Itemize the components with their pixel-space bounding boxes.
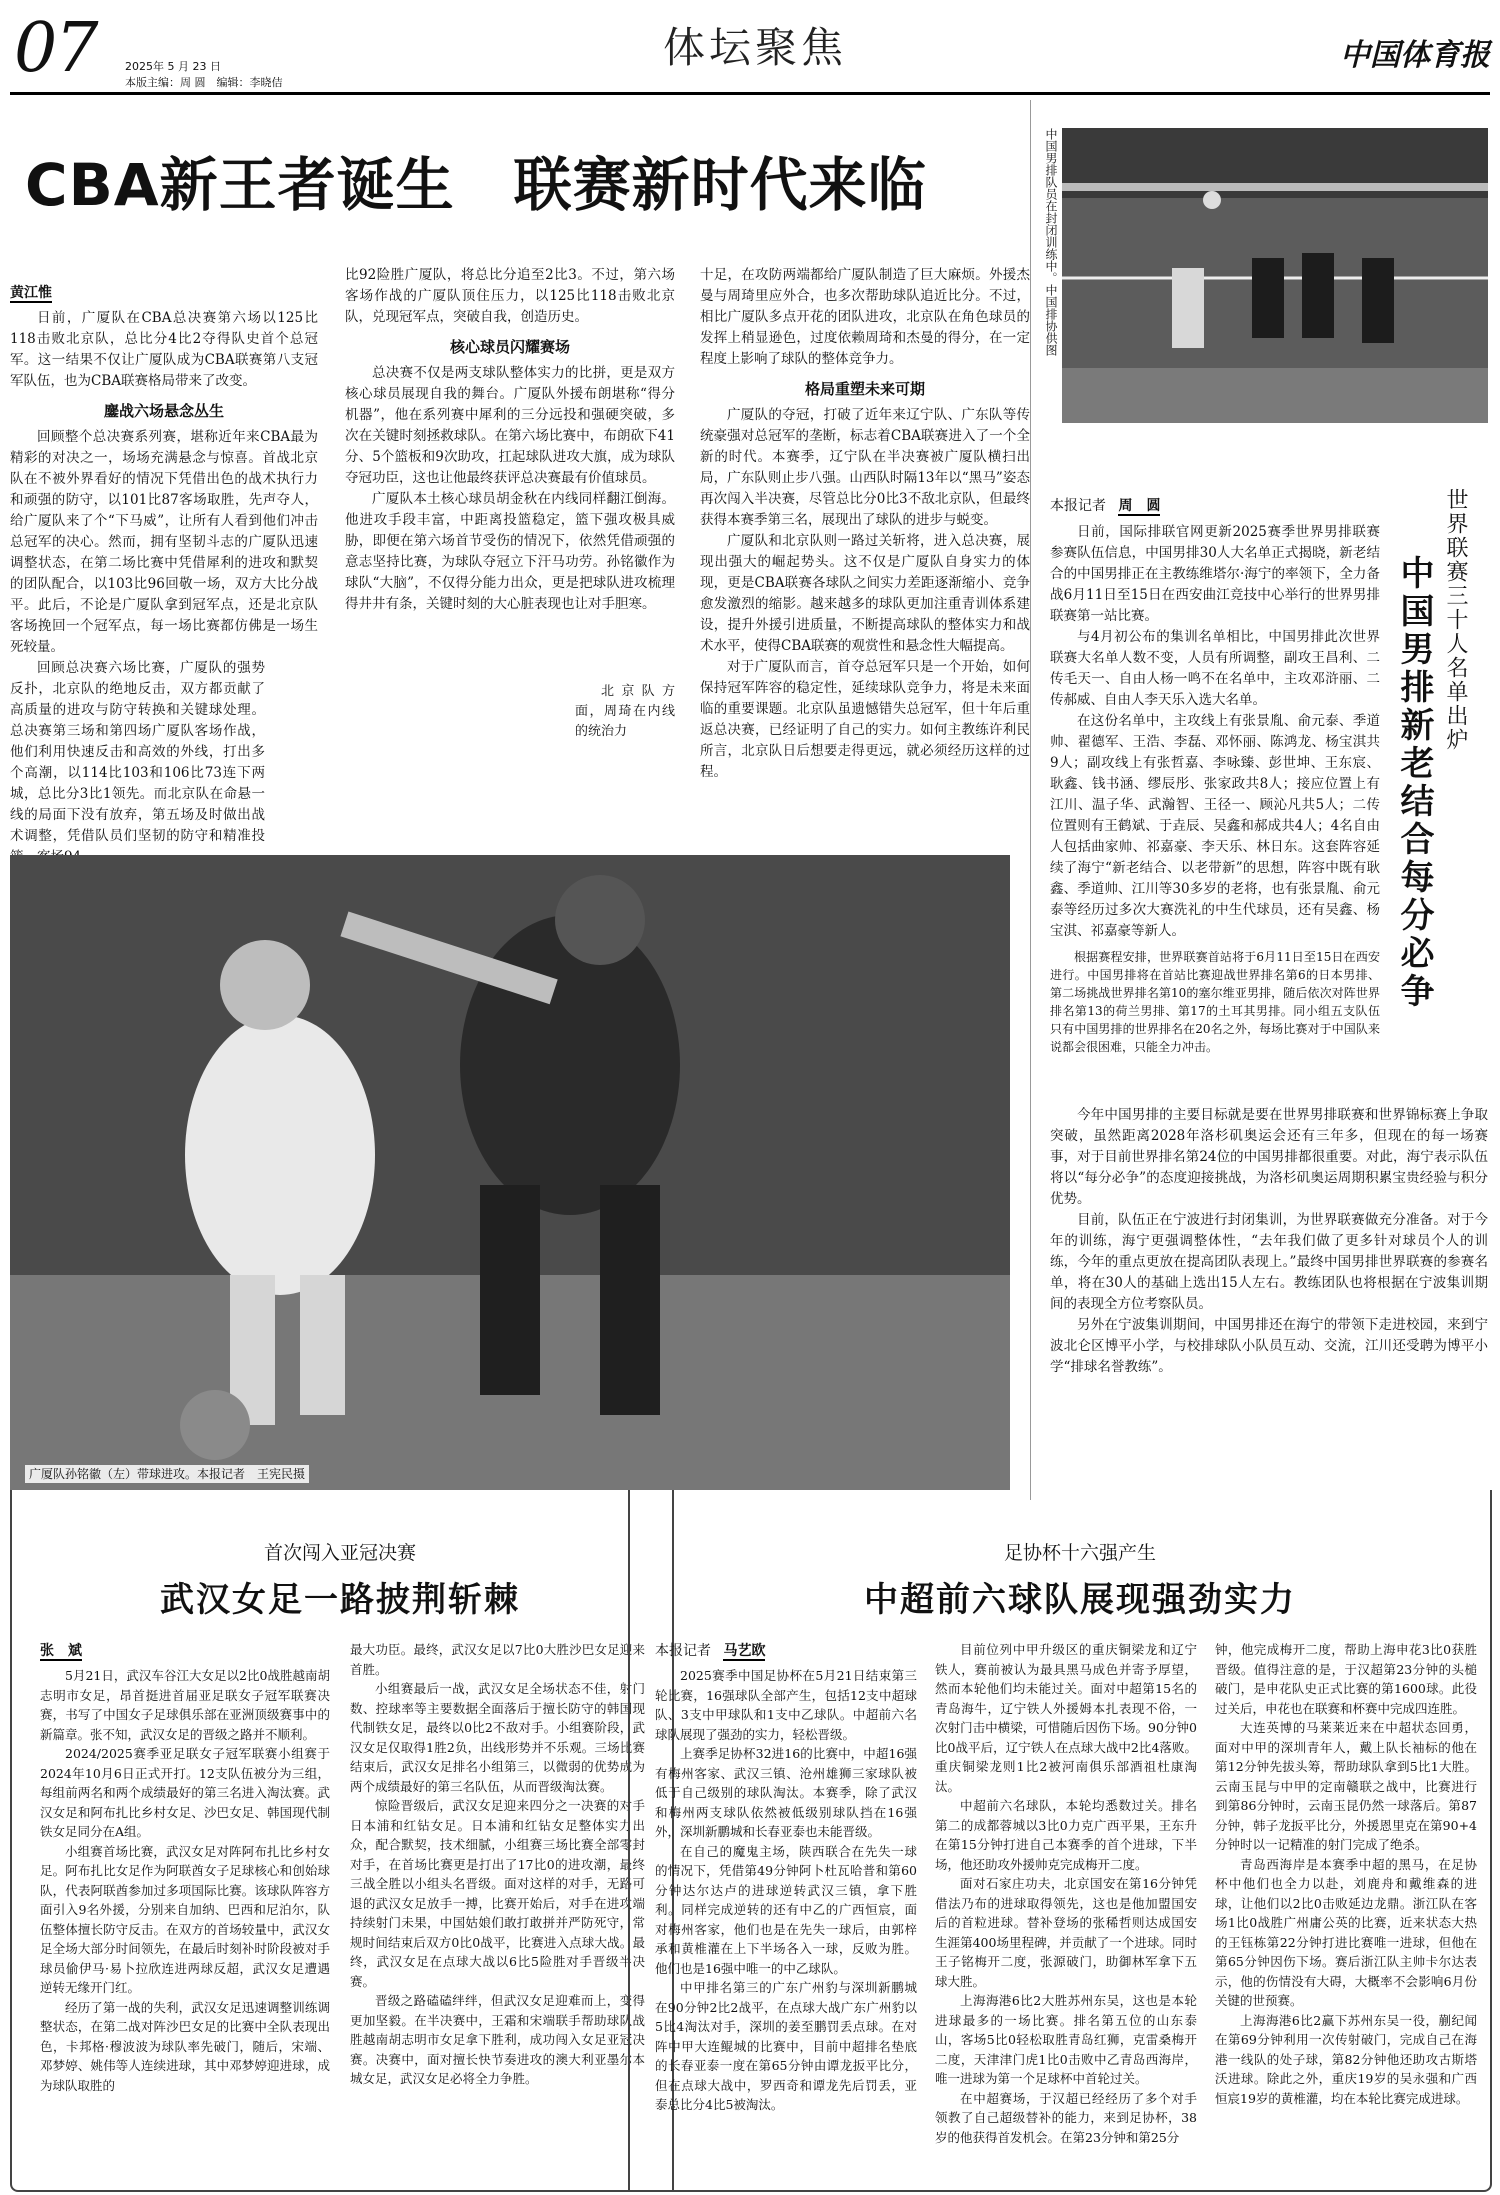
wuhan-paragraph: 晋级之路磕磕绊绊，但武汉女足迎难而上，变得更加坚毅。在半决赛中，王霜和宋端联手帮助球队战胜越南胡志明市女足拿下胜利，成功闯入女足亚冠决赛。决赛中，面对擅长快节奏进攻的澳大利亚墨尔本城女足，武汉女足必将全力争胜。 bbox=[350, 1993, 645, 2086]
volleyball-photo bbox=[1062, 128, 1488, 423]
byline-label: 本报记者 bbox=[655, 1643, 711, 1659]
main-paragraph: 对于广厦队而言，首夺总冠军只是一个开始，如何保持冠军阵容的稳定性，延续球队竞争力，将是未来面临的重要课题。北京队虽遗憾错失总冠军，但十年后重返总决赛，已经证明了自己的实力。如何主教练许利民所言，北京队日后想要走得更远，就必须经历这样的过程。 bbox=[700, 659, 1030, 780]
basketball-photo bbox=[10, 855, 1010, 1490]
wuhan-paragraph: 小组赛最后一战，武汉女足全场状态不佳，射门数、控球率等主要数据全面落后于擅长防守的韩国现代制铁女足，最终以0比2不敌对手。小组赛阶段，武汉女足仅取得1胜2负，出线形势并不乐观。三场比赛结束后，武汉女足排名小组第三，以微弱的优势成为两个成绩最好的第三名队伍，从而晋级淘汰赛。 bbox=[350, 1681, 645, 1794]
volleyball-byline bbox=[1050, 495, 1160, 515]
main-paragraph: 日前，广厦队在CBA总决赛第六场以125比118击败北京队，总比分4比2夺得队史首个总冠军。这一结果不仅让广厦队成为CBA联赛第八支冠军队伍，也为CBA联赛格局带来了改变。 bbox=[10, 310, 318, 389]
editor-line: 本版主编：周 圆 编辑：李晓佶 bbox=[125, 76, 283, 89]
volleyball-headline: 中国男排新老结合每分必争 bbox=[1394, 555, 1434, 1011]
wuhan-paragraph: 经历了第一战的失利，武汉女足迅速调整训练调整状态，在第二战对阵沙巴女足的比赛中全队表现出色，卡邦格·穆波波为球队率先破门，随后，宋端、邓梦婷、姚伟等人连续进球，其中邓梦婷迎进球，成为球队取胜的 bbox=[40, 1999, 330, 2093]
photo-caption: 广厦队孙铭徽（左）带球进攻。本报记者 王宪民摄 bbox=[25, 1465, 309, 1483]
main-col-3 bbox=[700, 265, 1030, 783]
volleyball-text-wide bbox=[1050, 1105, 1488, 1378]
csl-paragraph: 中甲排名第三的广东广州豹与深圳新鹏城在90分钟2比2战平，在点球大战广东广州豹以5比4淘汰对手，深圳的姜至鹏罚丢点球。在对阵中甲大连鲲城的比赛中，目前中超排名垫底的长春亚泰一度在第65分钟由谭龙扳平比分，但在点球大战中，罗西奇和谭龙先后罚丢，亚泰总比分4比5被淘汰。 bbox=[655, 1980, 917, 2112]
page-number: 07 bbox=[14, 9, 97, 88]
byline-name: 马艺欧 bbox=[723, 1643, 766, 1659]
wuhan-headline: 武汉女足一路披荆斩棘 bbox=[160, 1580, 520, 1620]
subheading: 格局重塑未来可期 bbox=[804, 380, 925, 398]
wuhan-paragraph: 2024/2025赛季亚足联女子冠军联赛小组赛于2024年10月6日正式开打。12支队伍被分为三组，每组前两名和两个成绩最好的第三名进入淘汰赛。武汉女足和阿布扎比乡村女足、沙巴女足、韩国现代制铁女足同分在A组。 bbox=[40, 1746, 330, 1839]
csl-headline: 中超前六球队展现强劲实力 bbox=[864, 1580, 1296, 1620]
volleyball-text-mid bbox=[1050, 948, 1380, 1056]
csl-paragraph: 上海海港6比2大胜苏州东吴，这也是本轮进球最多的一场比赛。排名第五位的山东泰山，客场5比0轻松取胜青岛红狮，克雷桑梅开二度，天津津门虎1比0击败中乙青岛西海岸，唯一进球为第一个足球杯中首轮过关。 bbox=[935, 1993, 1197, 2086]
wuhan-paragraph: 最大功臣。最终，武汉女足以7比0大胜沙巴女足迎来首胜。 bbox=[350, 1642, 645, 1677]
csl-paragraph: 面对石家庄功夫，北京国安在第16分钟凭借法乃布的进球取得领先，这也是他加盟国安后的首粒进球。替补登场的张稀哲则达成国安生涯第400场里程碑，并贡献了一个进球。同时王子铭梅开二度，张源破门，助御林军拿下五球大胜。 bbox=[935, 1876, 1197, 1989]
csl-paragraph: 目前位列中甲升级区的重庆铜梁龙和辽宁铁人，赛前被认为最具黑马成色并寄予厚望，然而本轮他们均未能过关。面对中超第15名的青岛海牛，辽宁铁人外援姆本扎表现不俗，一次射门击中横梁，可惜随后因伤下场。90分钟0比0战平后，辽宁铁人在点球大战中2比4落败。重庆铜梁龙则1比2被河南俱乐部酒祖杜康淘汰。 bbox=[935, 1642, 1197, 1794]
main-paragraph: 比92险胜广厦队，将总比分追至2比3。不过，第六场客场作战的广厦队顶住压力，以125比118击败北京队，兑现冠军点，突破自我，创造历史。 bbox=[345, 267, 675, 325]
main-paragraph: 总决赛不仅是两支球队整体实力的比拼，更是双方核心球员展现自我的舞台。广厦队外援布朗堪称“得分机器”，他在系列赛中犀利的三分远投和强硬突破，多次在关键时刻拯救球队。在第六场比赛中，布朗砍下41分、5个篮板和9次助攻，扛起球队进攻大旗，成为球队夺冠功臣，这也让他最终获评总决赛最有价值球员。 bbox=[345, 365, 675, 486]
csl-paragraph: 在自己的魔鬼主场，陕西联合在先失一球的情况下，凭借第49分钟阿卜杜瓦哈普和第60分钟达尔达卢的进球逆转武汉三镇，拿下胜利。同样完成逆转的还有中乙的广西恒宸，面对梅州客家，他们也是在先失一球后，由郭梓承和黄椎灌在上下半场各入一球，反败为胜。他们也是16强中唯一的中乙球队。 bbox=[655, 1843, 917, 1976]
wuhan-col-1 bbox=[40, 1640, 330, 2095]
volleyball-paragraph: 与4月初公布的集训名单相比，中国男排此次世界联赛大名单人数不变，人员有所调整，副攻王昌利、二传毛天一、自由人杨一鸣不在名单中，主攻邓浒丽、二传郝威、自由人李天乐入选大名单。 bbox=[1050, 629, 1380, 708]
csl-paragraph: 大连英博的马莱莱近来在中超状态回勇，面对中甲的深圳青年人，戴上队长袖标的他在第12分钟先拔头筹，帮助球队拿到5比1大胜。云南玉昆与中甲的定南赣联之战中，比赛进行到第86分钟时，云南玉昆仍然一球落后。第87分钟，韩子龙扳平比分，外援恩里克在第90+4分钟时以一记精准的射门完成了绝杀。 bbox=[1215, 1720, 1477, 1852]
main-paragraph: 广厦队和北京队则一路过关斩将，进入总决赛，展现出强大的崛起势头。这不仅是广厦队自身实力的体现，更是CBA联赛各球队之间实力差距逐渐缩小、竞争愈发激烈的缩影。越来越多的球队更加注重青训体系建设，提升外援引进质量，不断提高球队的整体实力和战术水平，使得CBA联赛的观赏性和悬念性大幅提高。 bbox=[700, 533, 1030, 654]
volleyball-paragraph: 今年中国男排的主要目标就是要在世界男排联赛和世界锦标赛上争取突破，虽然距离2028年洛杉矶奥运会还有三年多，但现在的每一场赛事，对于目前世界排名第24位的中国男排都很重要。对此，海宁表示队伍将以“每分必争”的态度迎接挑战，为洛杉矶奥运周期积累宝贵经验与积分优势。 bbox=[1050, 1107, 1488, 1207]
column-divider bbox=[1030, 100, 1031, 1500]
wuhan-paragraph: 小组赛首场比赛，武汉女足对阵阿布扎比乡村女足。阿布扎比女足作为阿联酋女子足球核心和创始球队，代表阿联酋参加过多项国际比赛。该球队阵容方面引入9名外援，分别来自加纳、巴西和尼泊尔，队伍整体擅长防守反击。在双方的首场较量中，武汉女足全场大部分时间领先，在最后时刻补时阶段被对手球员偷伊马·易卜拉欣连进两球反超，武汉女足遭遇逆转无缘开门红。 bbox=[40, 1843, 330, 1995]
byline-label: 本报记者 bbox=[1050, 498, 1106, 514]
main-paragraph: 回顾总决赛六场比赛，广厦队的强势反扑，北京队的绝地反击，双方都贡献了高质量的进攻与防守转换和关键球处理。总决赛第三场和第四场广厦队客场作战，他们利用快速反击和高效的外线，打出多个高潮，以114比103和106比73连下两城，总比分3比1领先。而北京队在命悬一线的局面下没有放弃，第五场及时做出战术调整，凭借队员们坚韧的防守和精准投 bbox=[10, 660, 265, 844]
basketball-players-image bbox=[10, 855, 1010, 1490]
issue-date: 2025年 5 月 23 日 bbox=[125, 60, 221, 73]
main-paragraph: 回顾整个总决赛系列赛，堪称近年来CBA最为精彩的对决之一，场场充满悬念与惊喜。首战北京队在不被外界看好的情况下凭借出色的战术执行力和顽强的防守，以101比87客场取胜，先声夺人，给广厦队来了个“下马威”，让所有人看到他们冲击总冠军的决心。然而，拥有坚韧斗志的广厦队迅速调整状态，在第二场比赛中凭借犀利的进攻和默契的团队配合，以103比96回敬一场，双方大比分战平。此后，不论是广厦队拿到冠军点，还是北京队客场挽回一个冠军点，每一场比赛都仿佛是一场生死较量。 bbox=[10, 429, 318, 655]
byline-name: 周 圆 bbox=[1118, 498, 1161, 514]
csl-col-1 bbox=[655, 1640, 917, 2115]
csl-byline bbox=[655, 1640, 917, 1660]
wuhan-author: 张 斌 bbox=[40, 1643, 82, 1659]
csl-col-2 bbox=[935, 1640, 1197, 2147]
volleyball-paragraph: 日前，国际排联官网更新2025赛季世界男排联赛参赛队伍信息，中国男排30人大名单正式揭晓，新老结合的中国男排正在主教练维塔尔·海宁的率领下，全力备战6月11日至15日在西安曲江竞技中心举行的世界男排联赛第一站比赛。 bbox=[1050, 524, 1380, 624]
csl-paragraph: 在中超赛场，于汉超已经经历了多个对手领教了自己超级替补的能力，来到足协杯，38岁的他获得首发机会。在第23分钟和第25分 bbox=[935, 2090, 1197, 2145]
csl-paragraph: 上海海港6比2赢下苏州东吴一役，蒯纪闻在第69分钟利用一次传射破门，完成自己在海港一线队的处子球，第82分钟他还助攻古斯塔沃进球。除此之外，重庆19岁的吴永强和广西恒宸19岁的黄椎灌，均在本轮比赛完成进球。 bbox=[1215, 2012, 1477, 2106]
csl-paragraph: 上赛季足协杯32进16的比赛中，中超16强有梅州客家、武汉三镇、沧州雄狮三家球队被低于自己级别的球队淘汰。本赛季，除了武汉和梅州两支球队依然被低级别球队挡在16强外，深圳新鹏城和长春亚泰也未能晋级。 bbox=[655, 1746, 917, 1839]
main-headline: CBA新王者诞生 联赛新时代来临 bbox=[25, 151, 927, 219]
volleyball-headline-top: 世界联赛三十人名单出炉 bbox=[1443, 488, 1468, 752]
author-byline: 黄江惟 bbox=[10, 285, 52, 301]
csl-kicker: 足协杯十六强产生 bbox=[1003, 1542, 1156, 1564]
main-paragraph: 北京队方面，周琦在内线的统治力 bbox=[575, 684, 675, 739]
volleyball-paragraph: 根据赛程安排，世界联赛首站将于6月11日至15日在西安进行。中国男排将在首站比赛迎战世界排名第6的日本男排、第二场挑战世界排名第10的塞尔维亚男排，随后依次对阵世界排名第13的荷兰男排、第17的土耳其男排。同小组五支队伍只有中国男排的世界排名在20名之外，每场比赛对于中国队来说都会很困难，只能全力冲击。 bbox=[1050, 950, 1380, 1054]
wuhan-paragraph: 惊险晋级后，武汉女足迎来四分之一决赛的对手日本浦和红钻女足。日本浦和红钻女足整体实力出众，配合默契，技术细腻，小组赛三场比赛全部零封对手，在首场比赛更是打出了17比0的进攻潮，最终三战全胜以小组头名晋级。面对这样的对手，无路可退的武汉女足放手一搏，比赛开始后，对手在进攻端持续射门未果，中国姑娘们敢打敢拼并严防死守，常规时间结束后双方0比0战平，比赛进入点球大战。最终，武汉女足在点球大战以6比5险胜对手晋级半决赛。 bbox=[350, 1798, 645, 1989]
main-col-2 bbox=[345, 265, 675, 615]
volleyball-players-image bbox=[1062, 128, 1488, 423]
csl-paragraph: 青岛西海岸是本赛季中超的黑马，在足协杯中他们也全力以赴，刘鹿舟和戴维森的进球，让他们以2比0击败延边龙鼎。浙江队在客场1比0战胜广州庸公英的比赛，近来状态大热的王钰栋第22分钟打进比赛唯一进球，但他在第65分钟因伤下场。赛后浙江队主帅卡尔达表示，他的伤情没有大碍，大概率不会影响6月份关键的世预赛。 bbox=[1215, 1856, 1477, 2008]
page-header bbox=[0, 0, 1500, 100]
csl-col-3 bbox=[1215, 1640, 1477, 2108]
volleyball-text bbox=[1050, 522, 1380, 942]
main-paragraph: 广厦队的夺冠，打破了近年来辽宁队、广东队等传统豪强对总冠军的垄断，标志着CBA联赛进入了一个全新的时代。本赛季，辽宁队在半决赛被广厦队横扫出局，广东队则止步八强。山西队时隔13年以“黑马”姿态再次闯入半决赛，尽管总比分0比3不敌北京队，但最终获得本赛季第三名，展现出了球队的进步与蜕变。 bbox=[700, 407, 1030, 528]
csl-paragraph: 2025赛季中国足协杯在5月21日结束第三轮比赛，16强球队全部产生，包括12支中超球队、3支中甲球队和1支中乙球队。中超前六名球队展现了强劲的实力，轻松晋级。 bbox=[655, 1668, 917, 1742]
main-paragraph: 广厦队本土核心球员胡金秋在内线同样翻江倒海。他进攻手段丰富，中距离投篮稳定，篮下强攻极具威胁，即便在第六场首节受伤的情况下，依然凭借顽强的意志坚持比赛，为球队夺冠立下汗马功劳。孙铭徽作为球队“大脑”，不仅得分能力出众，更是把球队进攻梳理得井井有条，关键时刻的大心脏表现也让对手胆寒。 bbox=[345, 491, 675, 612]
section-title: 体坛聚焦 bbox=[662, 23, 847, 72]
wuhan-kicker: 首次闯入亚冠决赛 bbox=[263, 1542, 416, 1564]
wuhan-paragraph: 5月21日，武汉车谷江大女足以2比0战胜越南胡志明市女足，昂首挺进首届亚足联女子冠军联赛决赛，书写了中国女子足球俱乐部在亚洲顶级赛事中的新篇章。张不知，武汉女足的晋级之路并不顺利。 bbox=[40, 1668, 330, 1742]
main-paragraph: 十足，在攻防两端都给广厦队制造了巨大麻烦。外援杰曼与周琦里应外合，也多次帮助球队追近比分。不过，相比广厦队多点开花的团队进攻，北京队在角色球员的发挥上稍显逊色，过度依赖周琦和杰曼的得分，在一定程度上影响了球队的整体竞争力。 bbox=[700, 267, 1030, 367]
csl-paragraph: 钟，他完成梅开二度，帮助上海申花3比0获胜晋级。值得注意的是，于汉超第23分钟的头槌破门，是申花队史正式比赛的第1600球。此役过关后，申花也在联赛和杯赛中完成四连胜。 bbox=[1215, 1642, 1477, 1716]
subheading: 核心球员闪耀赛场 bbox=[449, 338, 570, 356]
masthead-logo: 中国体育报 bbox=[1340, 38, 1490, 73]
header-rule bbox=[10, 92, 1490, 95]
main-col-1 bbox=[10, 282, 318, 868]
volleyball-paragraph: 另外在宁波集训期间，中国男排还在海宁的带领下走进校园，来到宁波北仑区博平小学，与校排球队小队员互动、交流，江川还受聘为博平小学“排球名誉教练”。 bbox=[1050, 1317, 1488, 1375]
csl-paragraph: 中超前六名球队，本轮均悉数过关。排名第二的成都蓉城以3比0力克广西平果，王东升在第15分钟打进自己本赛季的首个进球，下半场，他还助攻外援帅克完成梅开二度。 bbox=[935, 1798, 1197, 1872]
volleyball-paragraph: 目前，队伍正在宁波进行封闭集训，为世界联赛做充分准备。对于今年的训练，海宁更强调整体性，“去年我们做了更多针对球员个人的训练，今年的重点更放在提高团队表现上。”最终中国男排世界联赛的参赛名单，将在30人的基础上选出15人左右。教练团队也将根据在宁波集训期间的表现全方位考察队员。 bbox=[1050, 1212, 1488, 1312]
volleyball-photo-caption: 中国男排队员在封闭训练中。中国排协供图 bbox=[1044, 128, 1058, 356]
wuhan-col-2 bbox=[350, 1640, 645, 2089]
volleyball-paragraph: 在这份名单中，主攻线上有张景胤、俞元泰、季道帅、翟德军、王浩、李磊、邓怀丽、陈鸿龙、杨宝淇共9人；副攻线上有张哲嘉、李咏臻、彭世坤、王东宸、耿鑫、钱书涵、缪辰彤、张家政共8人；接应位置上有江川、温子华、武瀚智、王径一、顾沁凡共5人；二传位置则有王鹤斌、于垚辰、吴鑫和郝成共4人；4名自由人包括曲家帅、祁嘉豪、李天乐、林日东。这套阵容延续了海宁“新老结合、以老带新”的思想，阵容中既有耿鑫、季道帅、江川等30多岁的老将，也有张景胤、俞元泰等经历过多次大赛洗礼的中生代球员，还有吴鑫、杨宝淇、祁嘉豪等新人。 bbox=[1050, 713, 1380, 939]
subheading: 鏖战六场悬念丛生 bbox=[103, 402, 224, 420]
